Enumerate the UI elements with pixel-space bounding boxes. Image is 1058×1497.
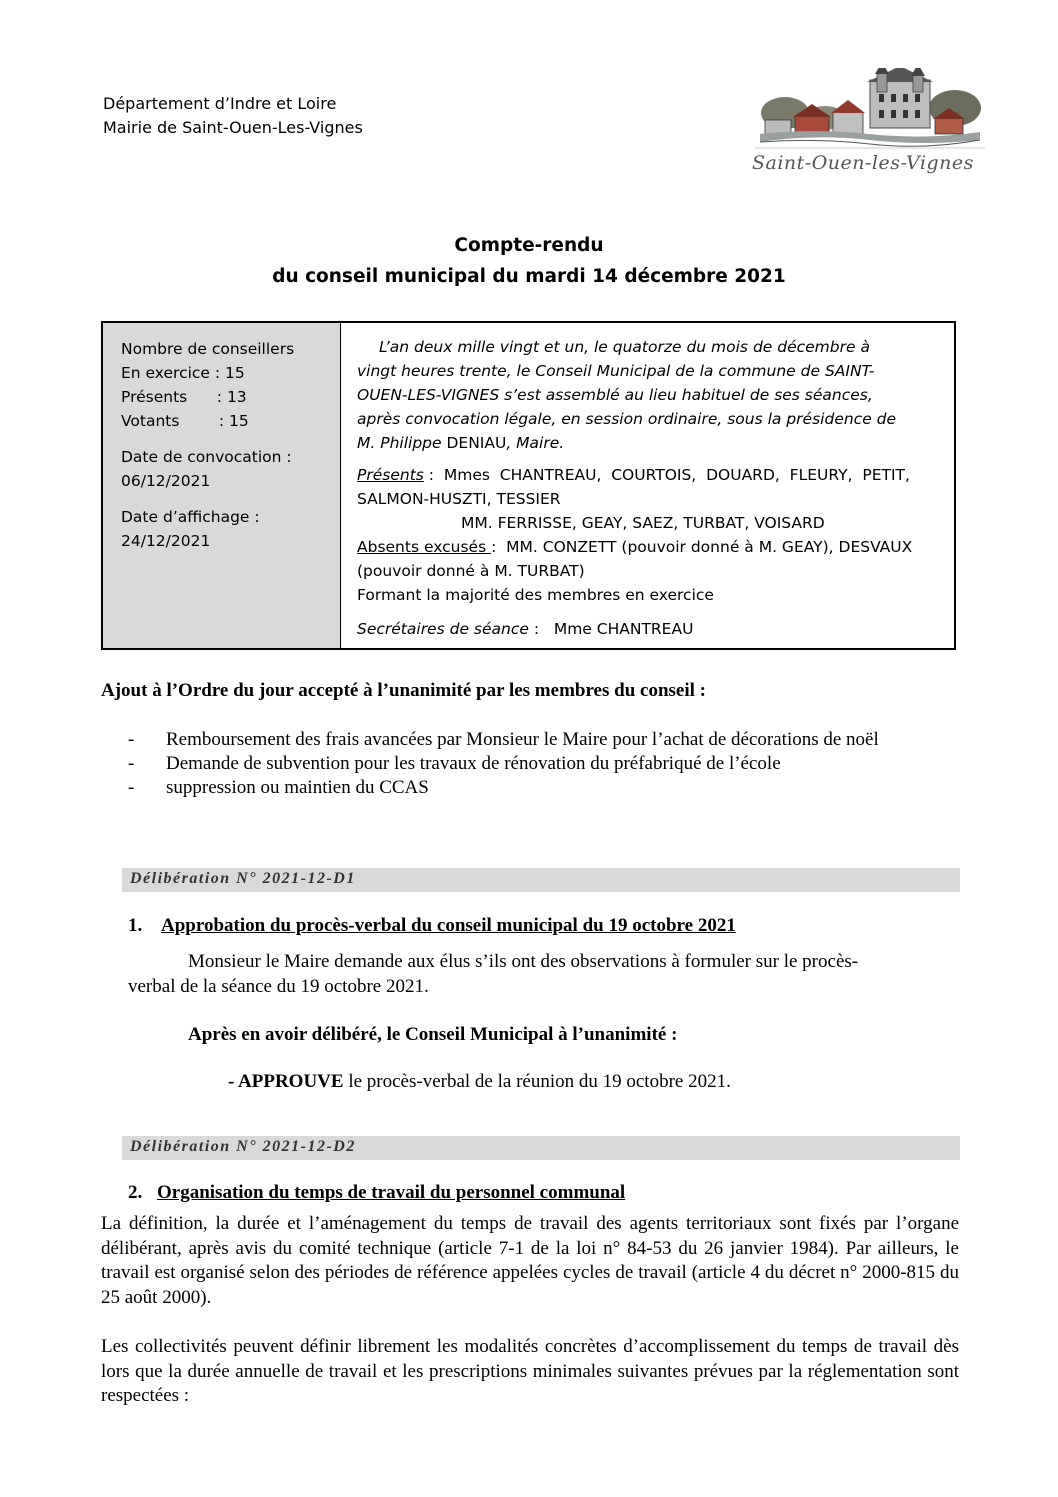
list-item [128,728,958,752]
stats-label: Nombre de conseillers [121,340,295,358]
secretaire-label: Secrétaires de séance [357,620,529,638]
list-dash: - [128,729,135,750]
section-2-number: 2. [128,1182,143,1203]
affichage-date: 24/12/2021 [121,532,211,550]
header-mairie: Mairie de Saint-Ouen-Les-Vignes [103,118,363,137]
list-item-text: suppression ou maintien du CCAS [166,777,429,798]
stats-presents: Présents : 13 [121,388,247,406]
affichage-label: Date d’affichage : [121,508,260,526]
intro-line-1: L’an deux mille vingt et un, le quatorze du mois de décembre à [379,338,870,356]
list-item [128,752,958,776]
intro-mayor-suffix: , Maire. [506,434,565,452]
presents-line-2: SALMON-HUSZTI, TESSIER [357,490,561,508]
section-1-text-line-2: verbal de la séance du 19 octobre 2021. [128,976,429,997]
majorite-line: Formant la majorité des membres en exercice [357,586,714,604]
council-details-panel [357,335,939,641]
section-2-title: Organisation du temps de travail du personnel communal [157,1182,626,1203]
presents-names-1: : Mmes CHANTREAU, COURTOIS, DOUARD, FLEURY, PETIT, [423,466,910,484]
list-item-text: Demande de subvention pour les travaux de rénovation du préfabriqué de l’école [166,753,781,774]
deliberation-1-label: Délibération N° 2021-12-D1 [130,870,356,887]
section-1-text-line-1: Monsieur le Maire demande aux élus s’ils ont des observations à formuler sur le procès- [188,951,859,972]
intro-line-2: vingt heures trente, le Conseil Municipal de la commune de SAINT- [357,362,875,380]
list-dash: - [128,777,135,798]
intro-line-5 [357,431,939,455]
section-1-title: Approbation du procès-verbal du conseil municipal du 19 octobre 2021 [161,915,736,936]
village-logo-image [755,68,985,198]
header-departement: Département d’Indre et Loire [103,94,337,113]
secretaire-value: : Mme CHANTREAU [528,620,694,638]
document-title: Compte-rendu [454,235,604,256]
list-dash: - [128,753,135,774]
section-2-heading [128,1182,625,1204]
document-header [103,92,363,140]
intro-line-3: OUEN-LES-VIGNES s’est assemblé au lieu habituel de ses séances, [357,386,873,404]
presents-line-3: MM. FERRISSE, GEAY, SAEZ, TURBAT, VOISARD [461,514,825,532]
deliberation-2-bar [122,1136,960,1160]
intro-mayor-prefix: M. Philippe [357,434,447,452]
list-item-text: Remboursement des frais avancées par Monsieur le Maire pour l’achat de décorations de noël [166,729,879,750]
section-1-heading [128,915,736,937]
secretaire-line [357,617,939,641]
presents-line-1 [357,463,939,487]
intro-line-4: après convocation légale, en session ordinaire, sous la présidence de [357,410,897,428]
absents-names-1: : MM. CONZETT (pouvoir donné à M. GEAY), DESVAUX [491,538,913,556]
document-subtitle: du conseil municipal du mardi 14 décembre 2021 [272,266,786,287]
ordre-du-jour-heading: Ajout à l’Ordre du jour accepté à l’unanimité par les membres du conseil : [101,680,706,701]
stats-exercice: En exercice : 15 [121,364,245,382]
deliberation-1-bar [122,868,960,892]
section-2-paragraph-1: La définition, la durée et l’aménagement du temps de travail des agents territoriaux sont fixés par l’organe délibérant, après avis du comité technique (article 7-1 de la loi n° 84-53 du 26 janvier 1984). Par ailleurs, le travail est organisé selon des périodes de référence appelées cycles de travail (article 4 du décret n° 2000-815 du 25 août 2000). [101,1213,959,1308]
deliberation-2-label: Délibération N° 2021-12-D2 [130,1138,356,1155]
list-item [128,776,958,800]
absents-line-1 [357,535,939,559]
council-stats-panel [103,323,341,648]
intro-mayor-name: DENIAU [446,434,507,452]
approve-text: le procès-verbal de la réunion du 19 octobre 2021. [343,1071,731,1092]
section-2-paragraph-2: Les collectivités peuvent définir librement les modalités concrètes d’accomplissement du temps de travail dès lors que la durée annuelle de travail et les prescriptions minimales suivantes prévues par la réglementation sont respectées : [101,1336,959,1406]
logo-wordmark: Saint-Ouen-les-Vignes [752,152,974,174]
convocation-date: 06/12/2021 [121,472,211,490]
section-1-number: 1. [128,915,143,936]
section-1-approval [228,1070,731,1094]
council-info-box [101,321,956,650]
approve-label: - APPROUVE [228,1071,344,1092]
absents-line-2: (pouvoir donné à M. TURBAT) [357,562,585,580]
stats-votants: Votants : 15 [121,412,249,430]
ordre-du-jour-list [128,728,958,800]
absents-label: Absents excusés [357,538,492,556]
presents-label: Présents [357,466,424,484]
convocation-label: Date de convocation : [121,448,292,466]
section-1-decision: Après en avoir délibéré, le Conseil Municipal à l’unanimité : [188,1024,678,1045]
